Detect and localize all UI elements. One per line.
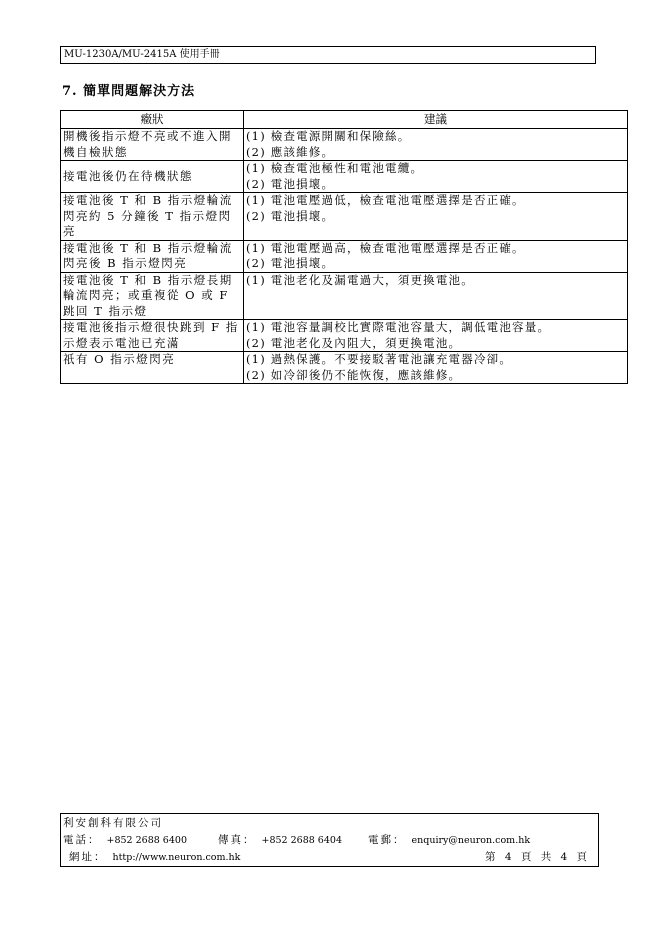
symptom-cell: 接電池後指示燈很快跳到 F 指示燈表示電池已充滿 <box>61 320 244 352</box>
table-header-row <box>61 111 628 129</box>
suggestion-line: (1) 過熱保護。不要接駁著電池讓充電器冷卻。 <box>246 352 513 366</box>
suggestion-line: (2) 應該維修。 <box>246 144 335 159</box>
suggestion-line: (1) 電池老化及漏電過大，須更換電池。 <box>246 272 474 287</box>
website-link[interactable]: http://www.neuron.com.hk <box>112 852 241 863</box>
email-address[interactable]: enquiry@neuron.com.hk <box>411 835 531 846</box>
suggestion-line: (2) 電池損壞。 <box>246 208 335 223</box>
table-row <box>61 240 628 272</box>
suggestion-cell <box>244 352 628 384</box>
email-label: 電郵： <box>368 834 406 846</box>
symptom-cell: 接電池後仍在待機狀態 <box>61 161 244 193</box>
symptom-cell: 開機後指示燈不亮或不進入開機自檢狀態 <box>61 129 244 161</box>
footer-contact-line <box>63 832 598 849</box>
suggestion-cell <box>244 320 628 352</box>
tel-number: +852 2688 6400 <box>106 835 187 846</box>
symptom-cell: 祇有 O 指示燈閃亮 <box>61 352 244 384</box>
suggestion-line: (2) 如冷卻後仍不能恢復，應該維修。 <box>246 367 462 382</box>
suggestion-cell <box>244 272 628 320</box>
suggestion-line: (1) 檢查電池極性和電池電纜。 <box>246 161 424 175</box>
document-header <box>60 46 596 64</box>
document-footer <box>60 813 599 867</box>
suggestion-line: (1) 檢查電源開關和保險絲。 <box>246 129 411 143</box>
suggestion-cell <box>244 161 628 193</box>
table-row <box>61 272 628 320</box>
company-name: 利安創科有限公司 <box>63 817 163 829</box>
column-header-suggestion: 建議 <box>244 111 628 129</box>
suggestion-line: (1) 電池電壓過低，檢查電池電壓選擇是否正確。 <box>246 193 525 207</box>
footer-web-line <box>63 849 598 866</box>
symptom-cell: 接電池後 T 和 B 指示燈輪流閃亮後 B 指示燈閃亮 <box>61 240 244 272</box>
fax-number: +852 2688 6404 <box>261 835 342 846</box>
suggestion-line: (2) 電池損壞。 <box>246 176 335 191</box>
footer-company-line <box>63 815 598 832</box>
table-row <box>61 193 628 241</box>
table-row <box>61 129 628 161</box>
suggestion-line: (2) 電池老化及內阻大，須更換電池。 <box>246 335 462 350</box>
column-header-symptom: 癥狀 <box>61 111 244 129</box>
symptom-cell: 接電池後 T 和 B 指示燈輪流閃亮約 5 分鐘後 T 指示燈閃亮 <box>61 193 244 241</box>
web-label: 網址： <box>69 851 107 863</box>
section-title: 7. 簡單問題解決方法 <box>62 84 196 99</box>
table-row <box>61 320 628 352</box>
suggestion-cell <box>244 240 628 272</box>
fax-label: 傳真： <box>218 834 256 846</box>
suggestion-cell <box>244 129 628 161</box>
suggestion-cell <box>244 193 628 241</box>
table-row <box>61 352 628 384</box>
model-title: MU-1230A/MU-2415A 使用手冊 <box>64 49 220 60</box>
troubleshooting-table <box>60 110 628 384</box>
table-row <box>61 161 628 193</box>
suggestion-line: (2) 電池損壞。 <box>246 256 335 270</box>
symptom-cell: 接電池後 T 和 B 指示燈長期輪流閃亮；或重複從 O 或 F 跳回 T 指示燈 <box>61 272 244 320</box>
suggestion-line: (1) 電池電壓過高，檢查電池電壓選擇是否正確。 <box>246 240 525 255</box>
suggestion-line: (1) 電池容量調校比實際電池容量大，調低電池容量。 <box>246 320 551 334</box>
page-number: 第 4 頁 共 4 頁 <box>485 851 591 863</box>
tel-label: 電話： <box>63 834 101 846</box>
